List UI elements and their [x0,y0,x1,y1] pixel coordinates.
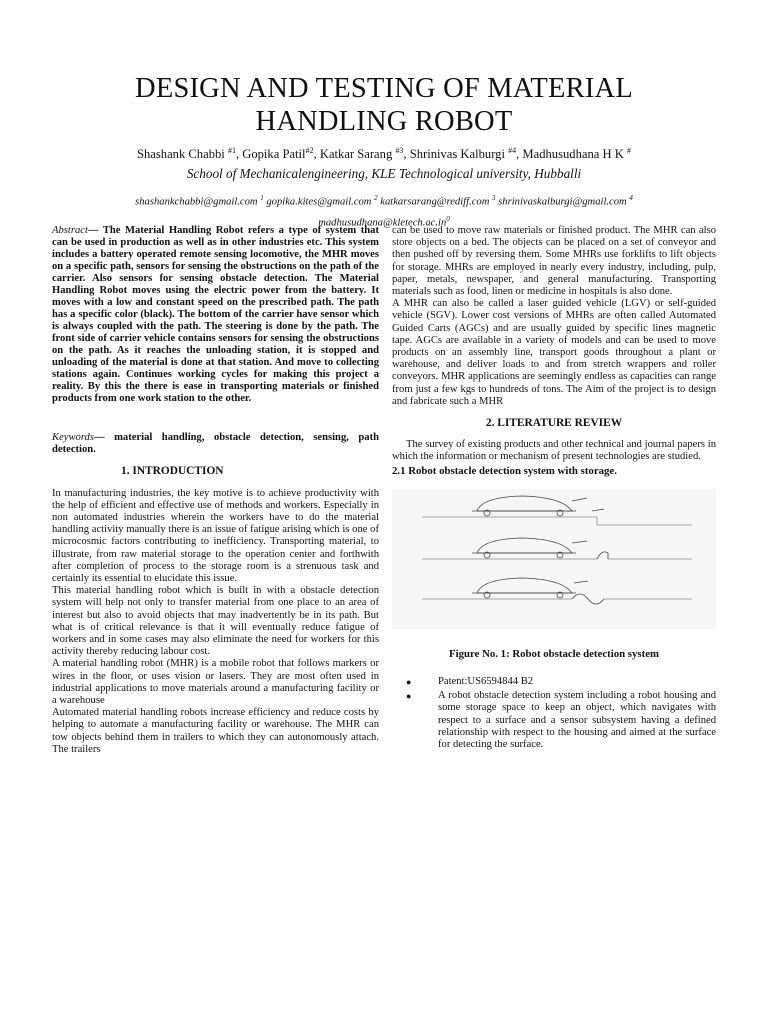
body-paragraph: This material handling robot which is built in with a obstacle detection system will help not only to transfer material from one place to an area of interest but also to avoid objects that may inadvertently be in its path. But what is of critical relevance is that it will eventually reduce fatigue of workers and in some cases may also eliminate the need for workers for this activity thereby reducing labour cost. [52,585,379,658]
robot-diagram [392,489,716,629]
bullet-list [392,676,716,751]
keywords-dash: — [93,432,115,443]
bullet-icon: ● [406,677,412,688]
keywords-text: material handling, obstacle detection, sensing, path detection. [52,432,379,456]
author-list [40,146,728,162]
abstract-dash: — [87,225,103,236]
abstract [52,225,379,405]
email-mark: 4 [629,194,633,202]
affiliation: School of Mechanicalengineering, KLE Technological university, Hubballi [186,166,582,181]
paper-title: DESIGN AND TESTING OF MATERIAL HANDLING ROBOT [135,73,633,137]
list-item [392,676,716,688]
right-column [392,225,716,753]
abstract-text: The Material Handling Robot refers a type of system that can be used in production as well as in other industries etc. This system includes a battery operated remote sensing locomotive, the MHR moves on a specific path, sensors for sensing the obstructions on the path of the carrier. Also sensors for sensing obstacle detection. The Material Handling Robot moves using the electric power from the battery. It moves with a low and constant speed on the prescribed path. The path has a specific color (black). The bottom of the carrier have sensor which is always coupled with the path. The steering is done by the path. The front side of carrier vehicle contains sensors for sensing the obstructions on the path. As it reaches the unloading station, it is stopped and unloading of the material is done at that station. And move to collecting stations again. Continues working cycles for making this project a reality. By this the there is ease in transporting materials or finished products from one work station to the other. [52,225,379,404]
list-item-text: A robot obstacle detection system including a robot housing and some storage space to keep an object, which navigates with respect to a surface and a sensor subsystem having a defined relationship with respect to the housing and aimed at the surface for detecting the surface. [438,690,716,751]
section-heading-literature-review: 2. LITERATURE REVIEW [485,417,623,430]
body-paragraph: A MHR can also be called a laser guided vehicle (LGV) or self-guided vehicle (SGV). Lower cost versions of MHRs are often called Automated Guided Carts (AGCs) and are usually guided by specific lines magnetic tape. AGCs are available in a variety of models and can be used to move products on an assembly line, transport goods throughout a plant or warehouse, and deliver loads to and from stretch wrappers and roller conveyors. MHR applications are seemingly endless as capacities can range from just a few kgs to hundreds of tons. The Aim of the project is to design and fabricate such a MHR [392,298,716,407]
diagram-panel-normal [422,496,692,525]
author-email[interactable]: madhusudhana@kletech.ac.in [318,217,447,229]
author-name: , Shrinivas Kalburgi [403,147,509,162]
left-column [52,225,379,756]
body-paragraph: A material handling robot (MHR) is a mobile robot that follows markers or wires in the floor, or uses vision or lasers. They are most often used in industrial applications to move materials around a manufacturing facility or a warehouse [52,658,379,707]
diagram-panel-obstacle [422,578,692,604]
list-item [392,690,716,751]
author-name: Shashank Chabbi [136,147,228,162]
figure-robot-obstacle-detection [392,489,716,629]
list-item-text: Patent:US6594844 B2 [438,676,534,688]
body-paragraph: Automated material handling robots increase efficiency and reduce costs by helping to automate a manufacturing facility or warehouse. The MHR can tow objects behind them in trailers to which they can autonomously attach. The trailers [52,707,379,755]
author-mark: # [627,146,632,155]
figure-caption: Figure No. 1: Robot obstacle detection system [448,647,659,660]
subsection-heading: 2.1 Robot obstacle detection system with storage. [392,464,617,477]
author-name: , Gopika Patil [235,147,306,162]
bullet-icon: ● [406,691,412,702]
author-name: , Katkar Sarang [313,147,396,162]
email-mark: 1 [260,194,264,202]
email-mark: 3 [492,194,496,202]
body-paragraph: can be used to move raw materials or finished product. The MHR can also store objects on a bed. The objects can be placed on a set of conveyor and then pushed off by reversing them. Some MHRs use forklifts to lift objects for storage. MHRs are employed in nearly every industry, including, pulp, paper, metals, newspaper, and general manufacturing. Transporting materials such as food, linen or medicine in hospitals is also done. [392,225,716,298]
author-email[interactable]: shrinivaskalburgi@gmail.com [495,196,630,208]
email-mark: 0 [446,214,450,223]
keywords-label: Keywords [52,432,94,443]
body-paragraph: The survey of existing products and other technical and journal papers in which the information or mechanism of present technologies are studied. [392,439,716,463]
keywords [52,432,379,456]
author-mark: #3 [395,146,404,155]
body-paragraph: In manufacturing industries, the key motive is to achieve productivity with the help of efficient and effective use of methods and workers. Especially in non automated industries wherein the workers have to do the material handling activity manually there is an issue of fatigue arising which is one of microcosmic factors contributing to inefficiency. Transporting material, to illustrate, from raw material storage to the operation center and forthwith after completion of process to the storage room is a strenuous task and certainly its essential to elucidate this issue. [52,487,379,585]
author-mark: #4 [508,146,517,155]
author-email[interactable]: gopika.kites@gmail.com [263,196,375,208]
email-mark: 2 [374,194,378,202]
section-heading-introduction: 1. INTRODUCTION [121,465,224,478]
author-mark: #1 [227,146,236,155]
author-email[interactable]: katkarsarang@rediff.com [377,196,493,208]
diagram-panel-edge [422,538,692,559]
author-mark: #2 [305,146,314,155]
author-name: , Madhusudhana H K [516,147,628,162]
author-email[interactable]: shashankchabbi@gmail.com [135,196,261,208]
abstract-label: Abstract [52,225,88,236]
